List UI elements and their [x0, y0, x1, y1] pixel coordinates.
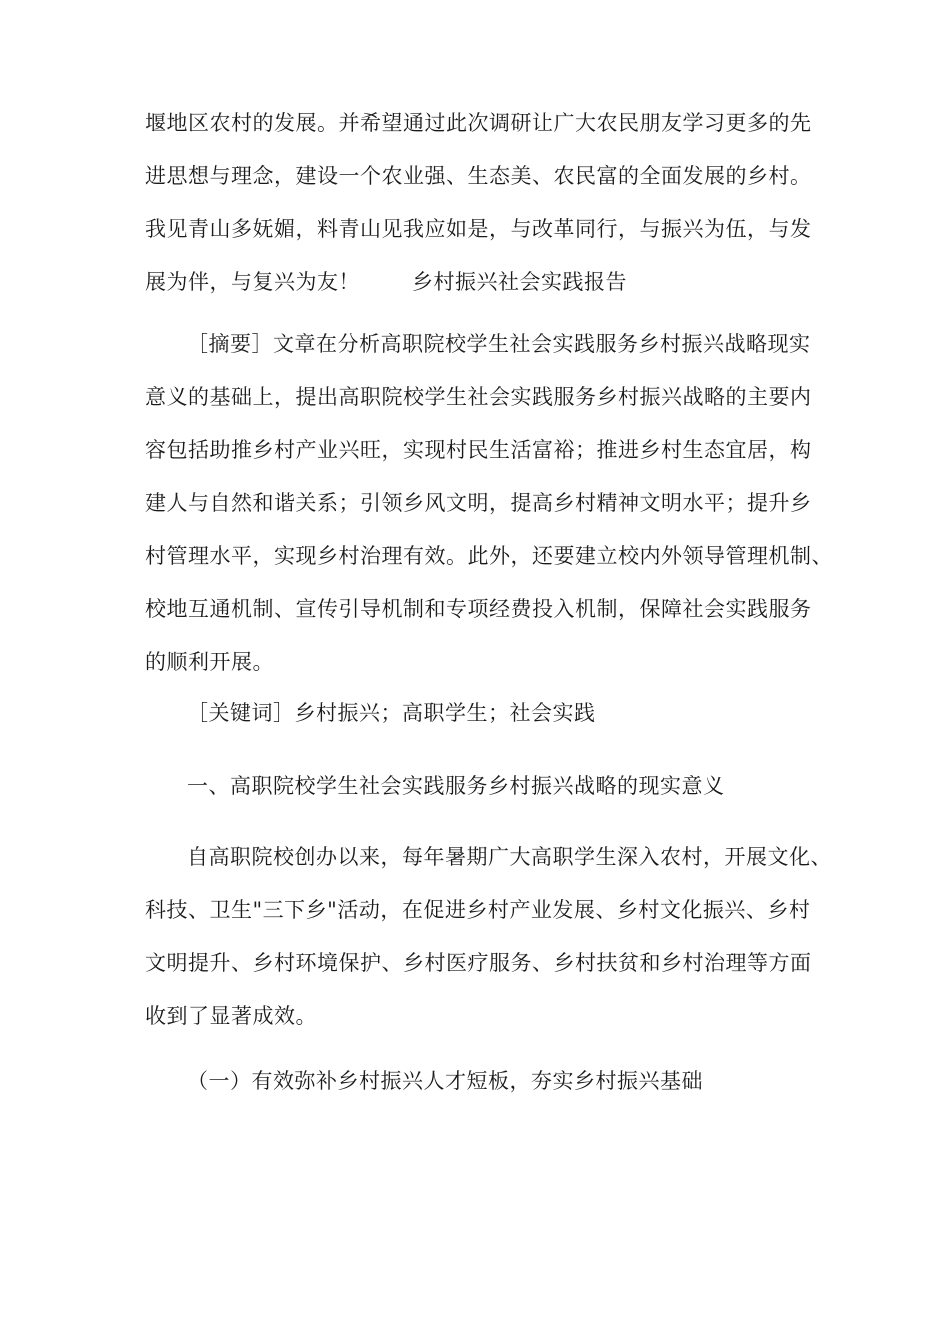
report-title: 乡村振兴社会实践报告 — [412, 270, 627, 294]
text-line: 容包括助推乡村产业兴旺，实现村民生活富裕；推进乡村生态宜居，构 — [145, 438, 812, 462]
text-line — [145, 256, 825, 309]
subsection-heading: （一）有效弥补乡村振兴人才短板，夯实乡村振兴基础 — [187, 1069, 703, 1093]
text-line: 意义的基础上，提出高职院校学生社会实践服务乡村振兴战略的主要内 — [145, 385, 812, 409]
text-line: 进思想与理念，建设一个农业强、生态美、农民富的全面发展的乡村。 — [145, 164, 812, 188]
keywords-line: ［关键词］乡村振兴；高职学生；社会实践 — [187, 701, 596, 725]
section-heading: 一、高职院校学生社会实践服务乡村振兴战略的现实意义 — [187, 774, 725, 798]
text-line: 的顺利开展。 — [145, 650, 274, 674]
text-line: 我见青山多妩媚，料青山见我应如是，与改革同行，与振兴为伍，与发 — [145, 217, 812, 241]
abstract-paragraph — [145, 318, 833, 689]
text-line: 村管理水平，实现乡村治理有效。此外，还要建立校内外领导管理机制、 — [145, 544, 833, 568]
text-line: 自高职院校创办以来，每年暑期广大高职学生深入农村，开展文化、 — [187, 845, 832, 869]
text-line: 校地互通机制、宣传引导机制和专项经费投入机制，保障社会实践服务 — [145, 597, 812, 621]
text-line-end: 展为伴，与复兴为友！ — [145, 270, 360, 294]
text-line: 科技、卫生"三下乡"活动，在促进乡村产业发展、乡村文化振兴、乡村 — [145, 898, 811, 922]
section-body — [145, 831, 832, 1043]
text-line: 堰地区农村的发展。并希望通过此次调研让广大农民朋友学习更多的先 — [145, 111, 812, 135]
text-line: 文明提升、乡村环境保护、乡村医疗服务、乡村扶贫和乡村治理等方面 — [145, 951, 812, 975]
paragraph-intro — [145, 97, 825, 309]
text-line: 收到了显著成效。 — [145, 1004, 317, 1028]
text-line: 建人与自然和谐关系；引领乡风文明，提高乡村精神文明水平；提升乡 — [145, 491, 812, 515]
text-line: ［摘要］文章在分析高职院校学生社会实践服务乡村振兴战略现实 — [187, 332, 811, 356]
